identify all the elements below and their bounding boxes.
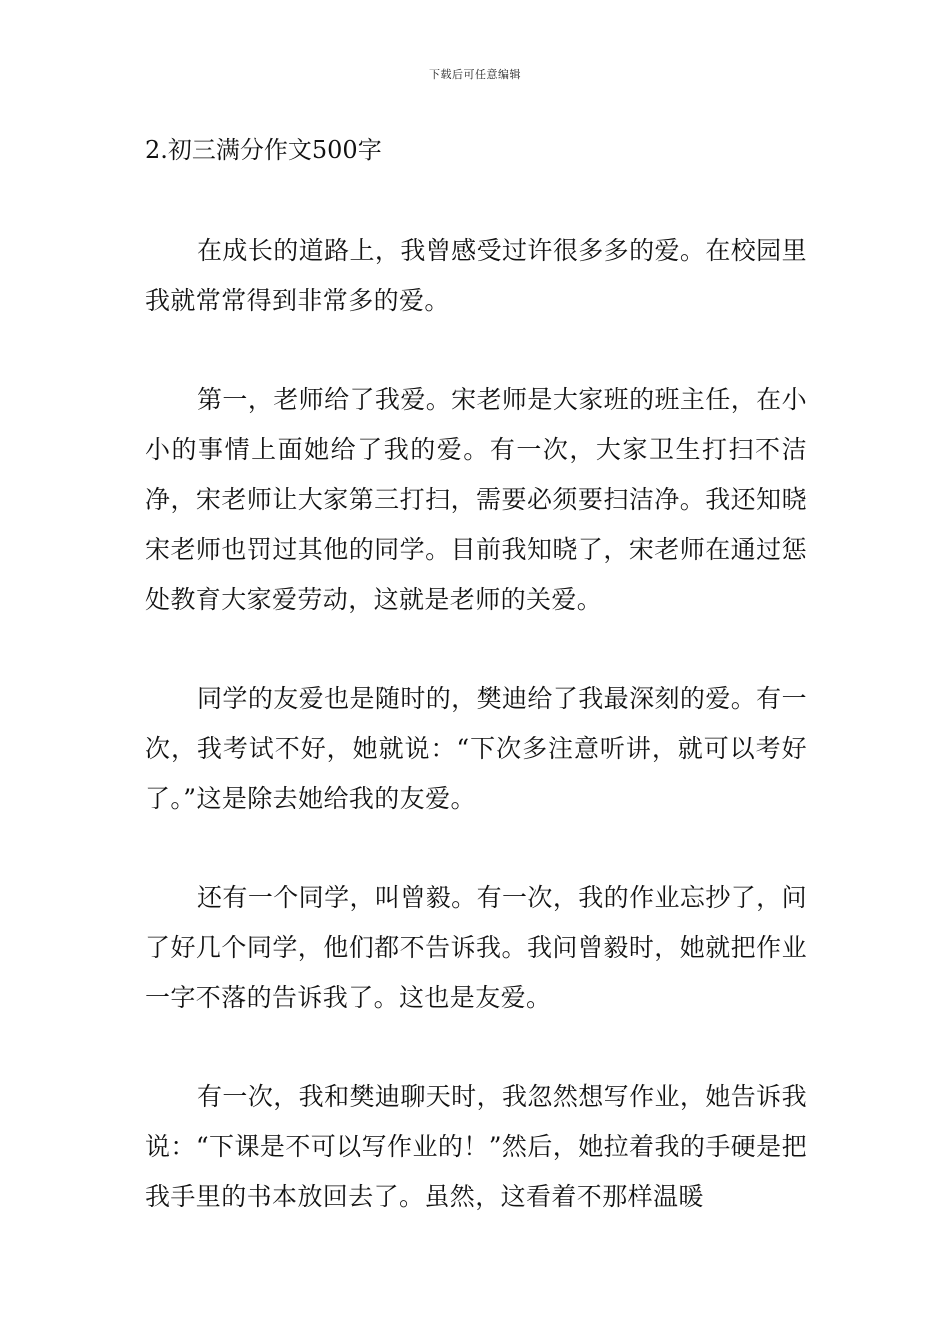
paragraph-2: 第一，老师给了我爱。宋老师是大家班的班主任，在小小的事情上面她给了我的爱。有一次，大家卫生打扫不洁净，宋老师让大家第三打扫，需要必须要扫洁净。我还知晓宋老师也罚过其他的同学。目前我知晓了，宋老师在通过惩处教育大家爱劳动，这就是老师的关爱。 [145,385,807,614]
paragraph-4: 还有一个同学，叫曾毅。有一次，我的作业忘抄了，问了好几个同学，他们都不告诉我。我问曾毅时，她就把作业一字不落的告诉我了。这也是友爱。 [145,883,807,1012]
document-title: 2.初三满分作文500字 [145,136,382,164]
paragraph-3: 同学的友爱也是随时的，樊迪给了我最深刻的爱。有一次，我考试不好，她就说：“下次多注意听讲，就可以考好了。”这是除去她给我的友爱。 [145,684,807,813]
paragraph-5: 有一次，我和樊迪聊天时，我忽然想写作业，她告诉我说：“下课是不可以写作业的！”然后，她拉着我的手硬是把我手里的书本放回去了。虽然，这看着不那样温暖 [145,1082,807,1211]
paragraph-1: 在成长的道路上，我曾感受过许很多多的爱。在校园里我就常常得到非常多的爱。 [145,236,807,315]
header-note: 下载后可任意编辑 [429,68,521,81]
